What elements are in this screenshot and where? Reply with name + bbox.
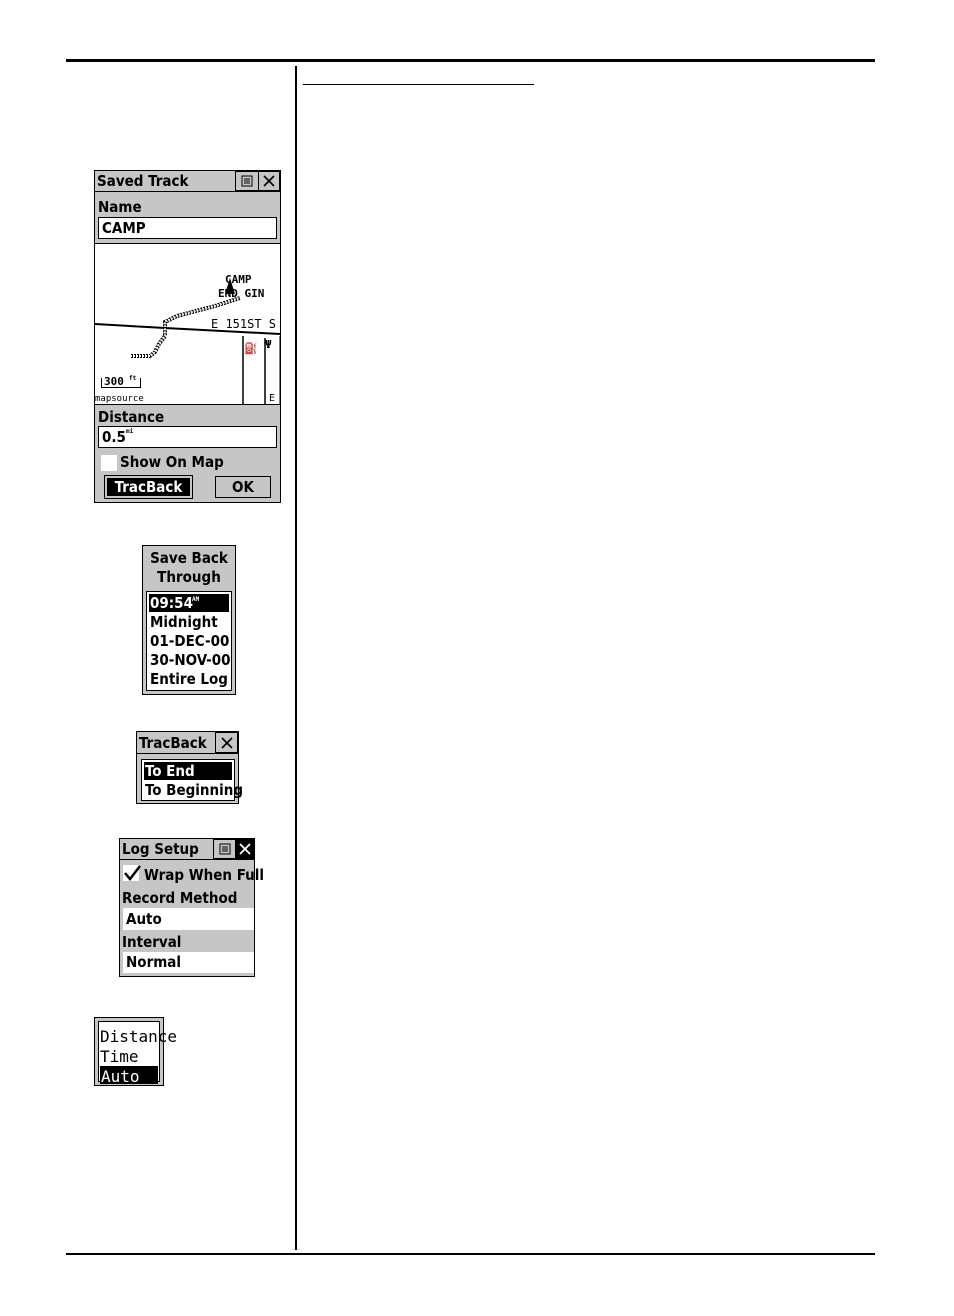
save-back-option-entire-log[interactable]: Entire Log (150, 670, 228, 688)
bottom-rule (66, 1253, 875, 1255)
record-method-options (98, 1021, 178, 1086)
tracback-menu-window (136, 731, 244, 804)
tracback-menu-title: TracBack (139, 734, 207, 752)
tracback-menu-titlebar (137, 732, 238, 754)
record-method-value: Auto (126, 910, 162, 928)
distance-label: Distance (98, 408, 165, 426)
saved-track-window (94, 170, 281, 503)
section-heading-underline (303, 84, 534, 85)
menu-icon[interactable] (213, 839, 236, 859)
ok-button[interactable] (215, 476, 271, 498)
tracback-option-to-beginning[interactable]: To Beginning (145, 781, 244, 799)
saved-track-titlebar (95, 171, 280, 192)
save-back-title (143, 550, 235, 585)
restaurant-icon: Ψ (265, 338, 272, 351)
record-method-option-auto[interactable] (100, 1066, 158, 1084)
distance-unit: mi (126, 428, 134, 435)
show-on-map-label: Show On Map (120, 453, 224, 471)
ok-button-label: OK (232, 478, 254, 496)
close-icon[interactable] (215, 732, 238, 753)
save-back-title-line1: Save Back (150, 549, 228, 567)
name-value: CAMP (102, 219, 146, 237)
save-back-option-time[interactable] (149, 594, 229, 612)
tracback-menu-options (141, 759, 244, 801)
map-corner-letter: E (269, 393, 276, 404)
map-attribution: mapsource (95, 394, 144, 404)
map-waypoint-label-camp: CAMP (225, 273, 252, 286)
record-method-label: Record Method (122, 889, 238, 907)
tracback-option-to-end[interactable] (144, 762, 232, 780)
save-back-option-midnight[interactable]: Midnight (150, 613, 218, 631)
record-method-option-time[interactable]: Time (100, 1047, 139, 1066)
save-back-options (146, 591, 232, 691)
tracback-button-label: TracBack (114, 478, 183, 496)
log-setup-title: Log Setup (122, 840, 199, 858)
map-waypoint-label-end: END GIN (218, 287, 265, 300)
save-back-option-time-suffix: AM (192, 596, 200, 603)
record-method-option-distance[interactable]: Distance (100, 1027, 178, 1046)
top-rule (66, 59, 875, 62)
name-field[interactable] (98, 217, 277, 239)
save-back-title-line2: Through (157, 568, 221, 586)
wrap-when-full-checkbox[interactable] (123, 865, 139, 881)
map-street-label: E 151ST S (211, 317, 277, 331)
wrap-when-full-label: Wrap When Full (144, 866, 265, 884)
record-method-menu (94, 1017, 178, 1086)
close-icon[interactable] (258, 171, 280, 191)
tracback-option-to-end-label: To End (145, 762, 195, 780)
tracback-button[interactable] (105, 476, 192, 498)
column-divider (295, 66, 297, 1250)
close-icon[interactable] (236, 839, 254, 859)
save-back-option-date-1[interactable]: 01-DEC-00 (150, 632, 230, 650)
window-title: Saved Track (97, 172, 189, 190)
record-method-field[interactable] (123, 908, 254, 930)
distance-value: 0.5 (102, 428, 126, 446)
save-back-option-date-2[interactable]: 30-NOV-00 (150, 651, 231, 669)
map-scale-unit: ft (129, 375, 137, 382)
interval-value: Normal (126, 953, 182, 971)
checkmark-icon (123, 864, 141, 882)
show-on-map-checkbox[interactable] (100, 454, 118, 472)
interval-label: Interval (122, 933, 182, 951)
record-method-option-auto-label: Auto (101, 1067, 140, 1086)
name-label: Name (98, 198, 142, 216)
menu-icon[interactable] (235, 171, 259, 191)
track-map[interactable] (95, 243, 280, 405)
log-setup-window (119, 838, 265, 977)
fuel-icon: ⛽ (244, 342, 258, 355)
save-back-option-time-label: 09:54 (150, 594, 193, 612)
map-scale-value: 300 (104, 375, 124, 388)
distance-field (98, 426, 277, 448)
save-back-through-window (142, 545, 236, 695)
interval-field[interactable] (123, 952, 254, 973)
log-setup-titlebar (120, 839, 254, 860)
